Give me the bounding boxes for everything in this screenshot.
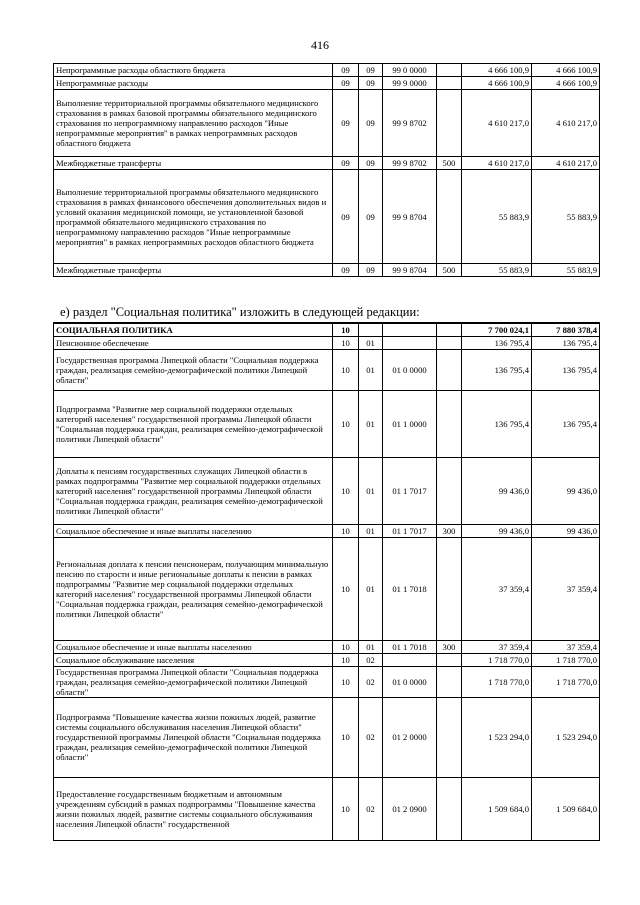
cell-amount-1: 4 666 100,9 <box>462 77 532 90</box>
cell-name: Непрограммные расходы <box>54 77 333 90</box>
cell-amount-1: 4 610 217,0 <box>462 90 532 157</box>
table-row <box>54 524 600 537</box>
cell-amount-1: 136 795,4 <box>462 336 532 349</box>
cell-section: 09 <box>333 157 359 170</box>
cell-section: 10 <box>333 537 359 640</box>
cell-amount-1: 37 359,4 <box>462 537 532 640</box>
table-row <box>54 666 600 697</box>
cell-name: Государственная программа Липецкой области "Социальная поддержка граждан, реализация семейно-демографической политики Липецкой области" <box>54 666 333 697</box>
cell-section: 09 <box>333 264 359 277</box>
table-row <box>54 349 600 390</box>
cell-target-code: 01 0 0000 <box>383 666 437 697</box>
table-row <box>54 390 600 457</box>
cell-subsection: 09 <box>359 264 383 277</box>
cell-target-code: 99 9 8704 <box>383 170 437 264</box>
cell-amount-1: 136 795,4 <box>462 349 532 390</box>
section-heading: е) раздел "Социальная политика" изложить в следующей редакции: <box>60 305 420 319</box>
cell-name: Предоставление государственным бюджетным и автономным учреждениям субсидий в рамках подпрограммы "Повышение качества жизни пожилых людей, развитие системы социального обслуживания населения Липецкой области" государственной <box>54 777 333 840</box>
cell-amount-1: 1 523 294,0 <box>462 697 532 777</box>
cell-expense-type <box>437 77 462 90</box>
cell-target-code: 99 0 0000 <box>383 64 437 77</box>
cell-amount-2: 37 359,4 <box>532 640 600 653</box>
cell-subsection: 01 <box>359 537 383 640</box>
table-row <box>54 264 600 277</box>
cell-subsection: 01 <box>359 336 383 349</box>
cell-section: 10 <box>333 653 359 666</box>
cell-amount-2: 99 436,0 <box>532 457 600 524</box>
cell-subsection: 02 <box>359 697 383 777</box>
cell-target-code: 99 9 8704 <box>383 264 437 277</box>
cell-expense-type: 500 <box>437 157 462 170</box>
table-row <box>54 640 600 653</box>
table-row <box>54 157 600 170</box>
cell-section: 09 <box>333 64 359 77</box>
cell-expense-type <box>437 323 462 336</box>
cell-section: 10 <box>333 640 359 653</box>
table-row <box>54 653 600 666</box>
cell-section: 10 <box>333 336 359 349</box>
cell-amount-1: 1 718 770,0 <box>462 666 532 697</box>
cell-subsection: 09 <box>359 90 383 157</box>
cell-expense-type <box>437 90 462 157</box>
cell-target-code: 01 0 0000 <box>383 349 437 390</box>
cell-section: 10 <box>333 666 359 697</box>
cell-section: 09 <box>333 77 359 90</box>
cell-target-code <box>383 336 437 349</box>
cell-target-code: 01 1 7017 <box>383 524 437 537</box>
cell-name: Пенсионное обеспечение <box>54 336 333 349</box>
cell-subsection: 09 <box>359 77 383 90</box>
cell-amount-2: 4 666 100,9 <box>532 64 600 77</box>
cell-expense-type <box>437 390 462 457</box>
cell-section: 10 <box>333 323 359 336</box>
cell-target-code: 01 1 7018 <box>383 537 437 640</box>
table-row <box>54 697 600 777</box>
table-row <box>54 170 600 264</box>
cell-name: Социальное обслуживание населения <box>54 653 333 666</box>
cell-subsection: 02 <box>359 777 383 840</box>
cell-amount-2: 99 436,0 <box>532 524 600 537</box>
table-row <box>54 90 600 157</box>
cell-expense-type: 300 <box>437 524 462 537</box>
cell-expense-type <box>437 653 462 666</box>
cell-name: Межбюджетные трансферты <box>54 264 333 277</box>
cell-amount-1: 4 610 217,0 <box>462 157 532 170</box>
cell-name: Выполнение территориальной программы обязательного медицинского страхования в рамках финансового обеспечения дополнительных видов и условий оказания медицинской помощи, не установленной базовой программой обязательного медицинского страхования по непрограммному направлению расходов "Иные непрограммные мероприятия" в рамках непрограммных расходов областного бюджета <box>54 170 333 264</box>
cell-expense-type <box>437 336 462 349</box>
cell-name: Непрограммные расходы областного бюджета <box>54 64 333 77</box>
table-row <box>54 64 600 77</box>
cell-section: 10 <box>333 349 359 390</box>
cell-subsection: 02 <box>359 653 383 666</box>
cell-subsection: 09 <box>359 157 383 170</box>
cell-subsection: 09 <box>359 170 383 264</box>
cell-amount-2: 136 795,4 <box>532 336 600 349</box>
cell-amount-2: 55 883,9 <box>532 264 600 277</box>
cell-amount-2: 7 880 378,4 <box>532 323 600 336</box>
cell-name: Подпрограмма "Повышение качества жизни пожилых людей, развитие системы социального обслуживания населения Липецкой области" государственной программы Липецкой области "Социальная поддержка граждан, реализация семейно-демографической политики Липецкой области" <box>54 697 333 777</box>
cell-subsection: 02 <box>359 666 383 697</box>
page-number: 416 <box>311 38 329 52</box>
cell-expense-type <box>437 666 462 697</box>
table-row <box>54 336 600 349</box>
cell-amount-1: 99 436,0 <box>462 524 532 537</box>
cell-subsection: 01 <box>359 457 383 524</box>
table-row <box>54 457 600 524</box>
cell-subsection: 09 <box>359 64 383 77</box>
cell-expense-type <box>437 777 462 840</box>
cell-amount-2: 136 795,4 <box>532 390 600 457</box>
cell-amount-2: 37 359,4 <box>532 537 600 640</box>
cell-amount-2: 1 509 684,0 <box>532 777 600 840</box>
cell-subsection: 01 <box>359 640 383 653</box>
table-row <box>54 777 600 840</box>
cell-target-code: 99 9 0000 <box>383 77 437 90</box>
cell-amount-1: 7 700 024,1 <box>462 323 532 336</box>
cell-target-code: 01 1 7017 <box>383 457 437 524</box>
cell-expense-type <box>437 170 462 264</box>
table-body <box>54 64 600 277</box>
cell-section: 09 <box>333 170 359 264</box>
table-body <box>54 323 600 840</box>
cell-amount-1: 1 509 684,0 <box>462 777 532 840</box>
cell-name: Подпрограмма "Развитие мер социальной поддержки отдельных категорий населения" государственной программы Липецкой области "Социальная поддержка граждан, реализация семейно-демографической политики Липецкой области" <box>54 390 333 457</box>
cell-target-code: 01 2 0000 <box>383 697 437 777</box>
cell-name: Доплаты к пенсиям государственных служащих Липецкой области в рамках подпрограммы "Развитие мер социальной поддержки отдельных категорий населения" государственной программы Липецкой области "Социальная поддержка граждан, реализация семейно-демографической политики Липецкой области" <box>54 457 333 524</box>
cell-expense-type <box>437 349 462 390</box>
cell-expense-type: 500 <box>437 264 462 277</box>
cell-target-code <box>383 323 437 336</box>
cell-target-code: 99 9 8702 <box>383 157 437 170</box>
cell-target-code: 01 1 0000 <box>383 390 437 457</box>
table-row <box>54 77 600 90</box>
cell-amount-2: 4 610 217,0 <box>532 157 600 170</box>
cell-target-code <box>383 653 437 666</box>
cell-section: 10 <box>333 390 359 457</box>
cell-amount-2: 4 610 217,0 <box>532 90 600 157</box>
cell-name: Государственная программа Липецкой области "Социальная поддержка граждан, реализация семейно-демографической политики Липецкой области" <box>54 349 333 390</box>
cell-subsection <box>359 323 383 336</box>
cell-expense-type <box>437 537 462 640</box>
cell-target-code: 99 9 8702 <box>383 90 437 157</box>
table-row <box>54 537 600 640</box>
cell-name: Социальное обеспечение и иные выплаты населению <box>54 640 333 653</box>
cell-amount-2: 1 523 294,0 <box>532 697 600 777</box>
cell-section: 10 <box>333 777 359 840</box>
table-row <box>54 323 600 336</box>
budget-table-social-policy <box>53 322 600 841</box>
cell-amount-1: 4 666 100,9 <box>462 64 532 77</box>
cell-amount-2: 4 666 100,9 <box>532 77 600 90</box>
cell-section: 10 <box>333 524 359 537</box>
cell-name: СОЦИАЛЬНАЯ ПОЛИТИКА <box>54 323 333 336</box>
cell-amount-2: 1 718 770,0 <box>532 666 600 697</box>
cell-amount-1: 99 436,0 <box>462 457 532 524</box>
cell-amount-2: 55 883,9 <box>532 170 600 264</box>
cell-amount-1: 55 883,9 <box>462 170 532 264</box>
cell-expense-type: 300 <box>437 640 462 653</box>
cell-subsection: 01 <box>359 524 383 537</box>
cell-subsection: 01 <box>359 349 383 390</box>
cell-amount-2: 136 795,4 <box>532 349 600 390</box>
cell-expense-type <box>437 697 462 777</box>
cell-target-code: 01 2 0900 <box>383 777 437 840</box>
cell-expense-type <box>437 64 462 77</box>
cell-section: 09 <box>333 90 359 157</box>
cell-amount-1: 136 795,4 <box>462 390 532 457</box>
cell-amount-1: 1 718 770,0 <box>462 653 532 666</box>
cell-amount-1: 37 359,4 <box>462 640 532 653</box>
cell-section: 10 <box>333 697 359 777</box>
cell-amount-1: 55 883,9 <box>462 264 532 277</box>
cell-section: 10 <box>333 457 359 524</box>
cell-name: Социальное обеспечение и иные выплаты населению <box>54 524 333 537</box>
cell-name: Региональная доплата к пенсии пенсионерам, получающим минимальную пенсию по старости и иные региональные доплаты к пенсии в рамках подпрограммы "Развитие мер социальной поддержки отдельных категорий населения" государственной программы Липецкой области "Социальная поддержка граждан, реализация семейно-демографической политики Липецкой области" <box>54 537 333 640</box>
cell-target-code: 01 1 7018 <box>383 640 437 653</box>
cell-expense-type <box>437 457 462 524</box>
cell-name: Межбюджетные трансферты <box>54 157 333 170</box>
cell-amount-2: 1 718 770,0 <box>532 653 600 666</box>
budget-table-health <box>53 63 600 277</box>
cell-name: Выполнение территориальной программы обязательного медицинского страхования в рамках базовой программы обязательного медицинского страхования по непрограммному направлению расходов "Иные непрограммные мероприятия" в рамках непрограммных расходов областного бюджета <box>54 90 333 157</box>
cell-subsection: 01 <box>359 390 383 457</box>
